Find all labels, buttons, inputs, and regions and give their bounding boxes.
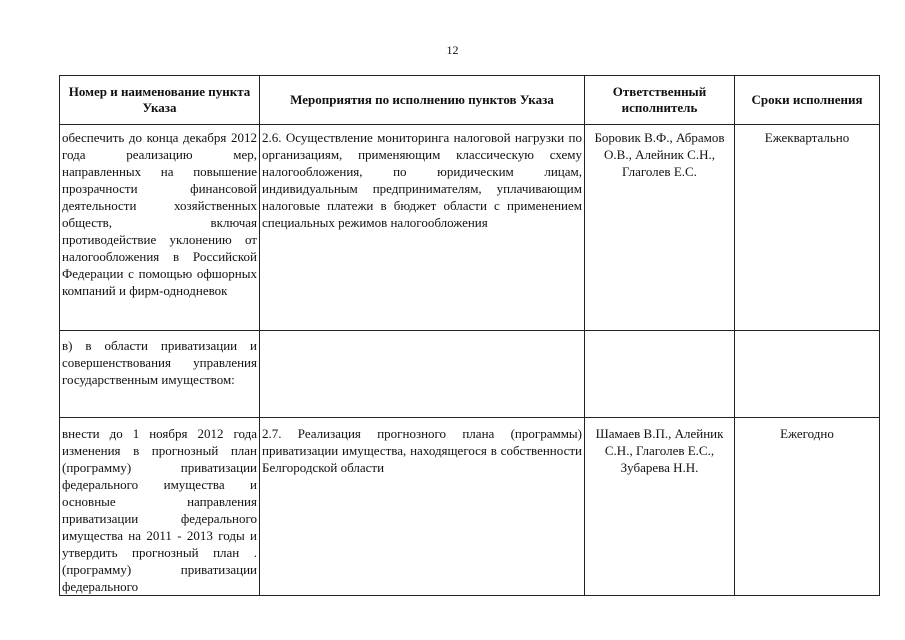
deadline-cell: Ежеквартально: [735, 125, 880, 331]
measure-cell: 2.7. Реализация прогнозного плана (программы) приватизации имущества, находящегося в собственности Белгородской области: [260, 418, 585, 596]
measure-cell: 2.6. Осуществление мониторинга налоговой нагрузки по организациям, применяющим классическую схему налогообложения, по юридическим лицам, индивидуальным предпринимателям, уплачивающим налоговые платежи в бюджет области с применением специальных режимов налогообложения: [260, 125, 585, 331]
deadline-cell: [735, 331, 880, 418]
table-row: [60, 418, 880, 596]
header-decree-item: Номер и наименование пункта Указа: [60, 76, 260, 125]
measure-cell: [260, 331, 585, 418]
deadline-cell: Ежегодно: [735, 418, 880, 596]
page-number: 12: [446, 43, 459, 57]
decree-item-cell: внести до 1 ноября 2012 года изменения в прогнозный план (программу) приватизации федерального имущества и основные направления приватизации федерального имущества на 2011 - 2013 годы и утвердить прогнозный план . (программу) приватизации федерального: [60, 418, 260, 596]
header-measures: Мероприятия по исполнению пунктов Указа: [260, 76, 585, 125]
responsible-cell: Боровик В.Ф., Абрамов О.В., Алейник С.Н., Глаголев Е.С.: [585, 125, 735, 331]
header-deadline: Сроки исполнения: [735, 76, 880, 125]
decree-item-cell: обеспечить до конца декабря 2012 года реализацию мер, направленных на повышение прозрачности финансовой деятельности хозяйственных обществ, включая противодействие уклонению от налогообложения в Российской Федерации с помощью офшорных компаний и фирм-однодневок: [60, 125, 260, 331]
responsible-cell: Шамаев В.П., Алейник С.Н., Глаголев Е.С., Зубарева Н.Н.: [585, 418, 735, 596]
table-row: [60, 125, 880, 331]
table-row: [60, 331, 880, 418]
header-responsible: Ответственный исполнитель: [585, 76, 735, 125]
responsible-cell: [585, 331, 735, 418]
table-header-row: [60, 76, 880, 125]
decree-item-cell: в) в области приватизации и совершенствования управления государственным имуществом:: [60, 331, 260, 418]
measures-table: [59, 75, 880, 596]
